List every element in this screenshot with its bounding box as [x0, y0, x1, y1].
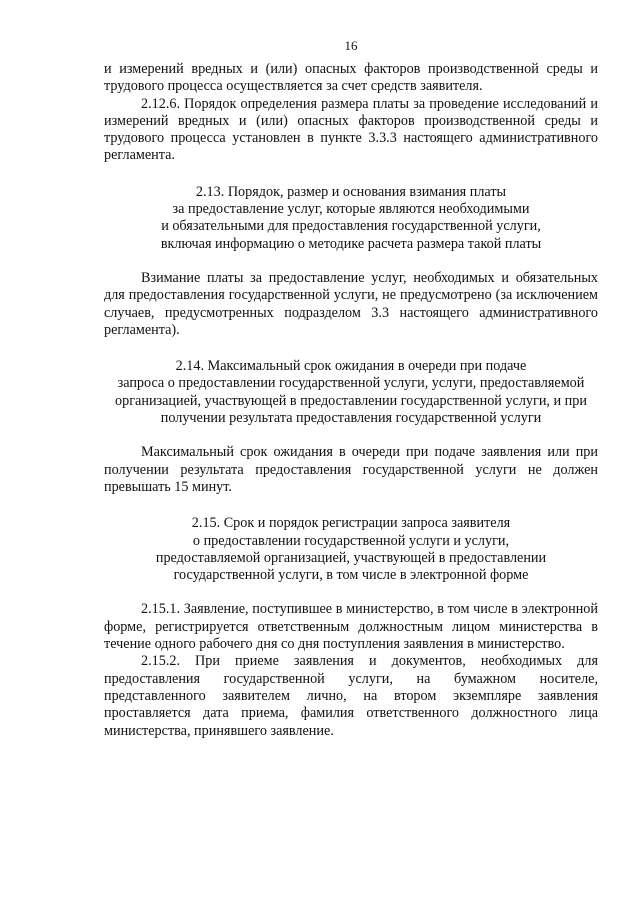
section-heading-2-14 [104, 358, 598, 427]
heading-line: 2.15. Срок и порядок регистрации запроса заявителя [191, 515, 511, 532]
document-body [104, 61, 598, 740]
heading-line: за предоставление услуг, которые являются необходимыми [172, 201, 530, 218]
section-heading-2-13 [104, 184, 598, 253]
heading-line: 2.13. Порядок, размер и основания взимания платы [195, 183, 507, 200]
heading-line: получении результата предоставления государственной услуги [160, 410, 542, 427]
heading-line: и обязательными для предоставления государственной услуги, [161, 218, 541, 235]
paragraph-2-13-body: Взимание платы за предоставление услуг, необходимых и обязательных для предоставления государственной услуги, не предусмотрено (за исключением случаев, предусмотренных подразделом 3.3 настоящего административного регламента). [104, 269, 598, 338]
heading-line: о предоставлении государственной услуги и услуги, [192, 532, 510, 549]
heading-line: запроса о предоставлении государственной услуги, услуги, предоставляемой [117, 375, 585, 392]
page-number: 16 [344, 38, 358, 53]
paragraph-2-15-2: 2.15.2. При приеме заявления и документов, необходимых для предоставления государственной услуги, на бумажном носителе, представленного заявителем лично, на втором экземпляре заявления проставляется дата приема, фамилия ответственного должностного лица министерства, принявшего заявление. [104, 653, 598, 739]
paragraph-2-14-body: Максимальный срок ожидания в очереди при подаче заявления или при получении результата предоставления государственной услуги не должен превышать 15 минут. [104, 444, 598, 495]
heading-line: включая информацию о методике расчета размера такой платы [160, 235, 542, 252]
paragraph-2-15-1: 2.15.1. Заявление, поступившее в министерство, в том числе в электронной форме, регистрируется ответственным должностным лицом министерства в течение одного рабочего дня со дня поступления заявления в министерство. [104, 601, 598, 653]
heading-line: 2.14. Максимальный срок ожидания в очереди при подаче [175, 358, 527, 375]
paragraph-continuation: и измерений вредных и (или) опасных факторов производственной среды и трудового процесса осуществляется за счет средств заявителя. [104, 61, 598, 95]
section-heading-2-15 [104, 515, 598, 584]
heading-line: государственной услуги, в том числе в электронной форме [173, 567, 529, 584]
heading-line: предоставляемой организацией, участвующей в предоставлении [155, 549, 547, 566]
heading-line: организацией, участвующей в предоставлении государственной услуги, и при [115, 392, 587, 409]
paragraph-2-12-6: 2.12.6. Порядок определения размера платы за проведение исследований и измерений вредных и (или) опасных факторов производственной среды и трудового процесса установлен в пункте 3.3.3 настоящего административного регламента. [104, 95, 598, 164]
